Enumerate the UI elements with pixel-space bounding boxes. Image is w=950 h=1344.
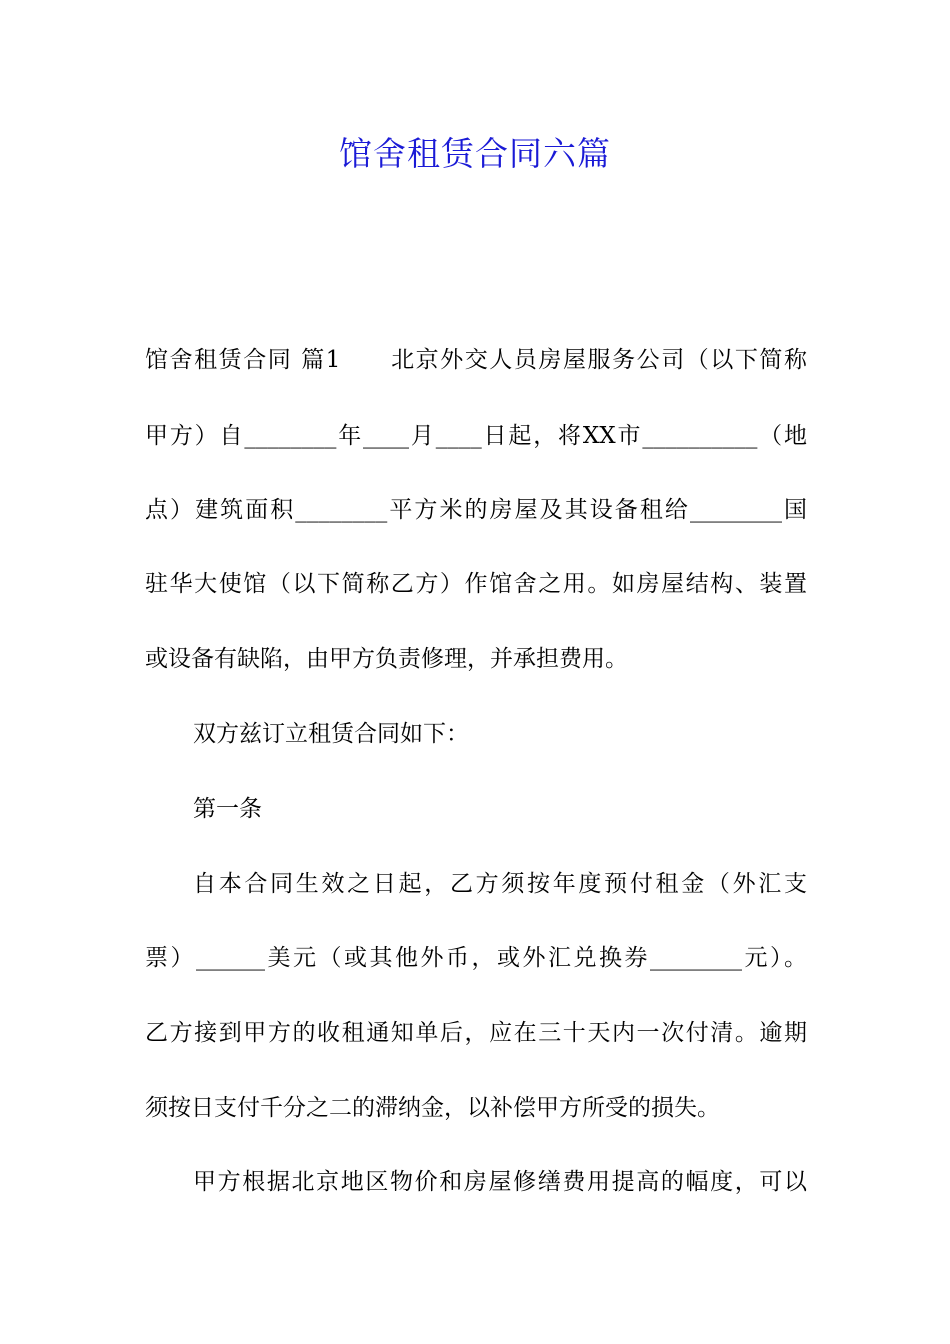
document-title: 馆舍租赁合同六篇 xyxy=(339,134,611,173)
paragraph-line-6: 双方兹订立租赁合同如下： xyxy=(193,721,469,747)
paragraph-line-12: 甲方根据北京地区物价和房屋修缮费用提高的幅度，可以 xyxy=(193,1169,807,1195)
paragraph-line-4: 驻华大使馆（以下简称乙方）作馆舍之用。如房屋结构、装置 xyxy=(145,571,807,597)
paragraph-line-10: 乙方接到甲方的收租通知单后，应在三十天内一次付清。逾期 xyxy=(145,1020,807,1046)
paragraph-line-8: 自本合同生效之日起，乙方须按年度预付租金（外汇支 xyxy=(193,871,807,897)
paragraph-line-5: 或设备有缺陷，由甲方负责修理，并承担费用。 xyxy=(145,646,628,672)
paragraph-line-9: 票）______美元（或其他外币，或外汇兑换券________元）。 xyxy=(145,945,807,971)
paragraph-line-11: 须按日支付千分之二的滞纳金，以补偿甲方所受的损失。 xyxy=(145,1095,720,1121)
paragraph-line-3: 点）建筑面积________平方米的房屋及其设备租给________国 xyxy=(145,497,807,523)
paragraph-line-2: 甲方）自________年____月____日起，将XX市__________（地 xyxy=(145,423,807,449)
section-heading-article-1: 第一条 xyxy=(193,796,262,822)
paragraph-line-1: 馆舍租赁合同 篇1 北京外交人员房屋服务公司（以下简称 xyxy=(145,347,807,373)
